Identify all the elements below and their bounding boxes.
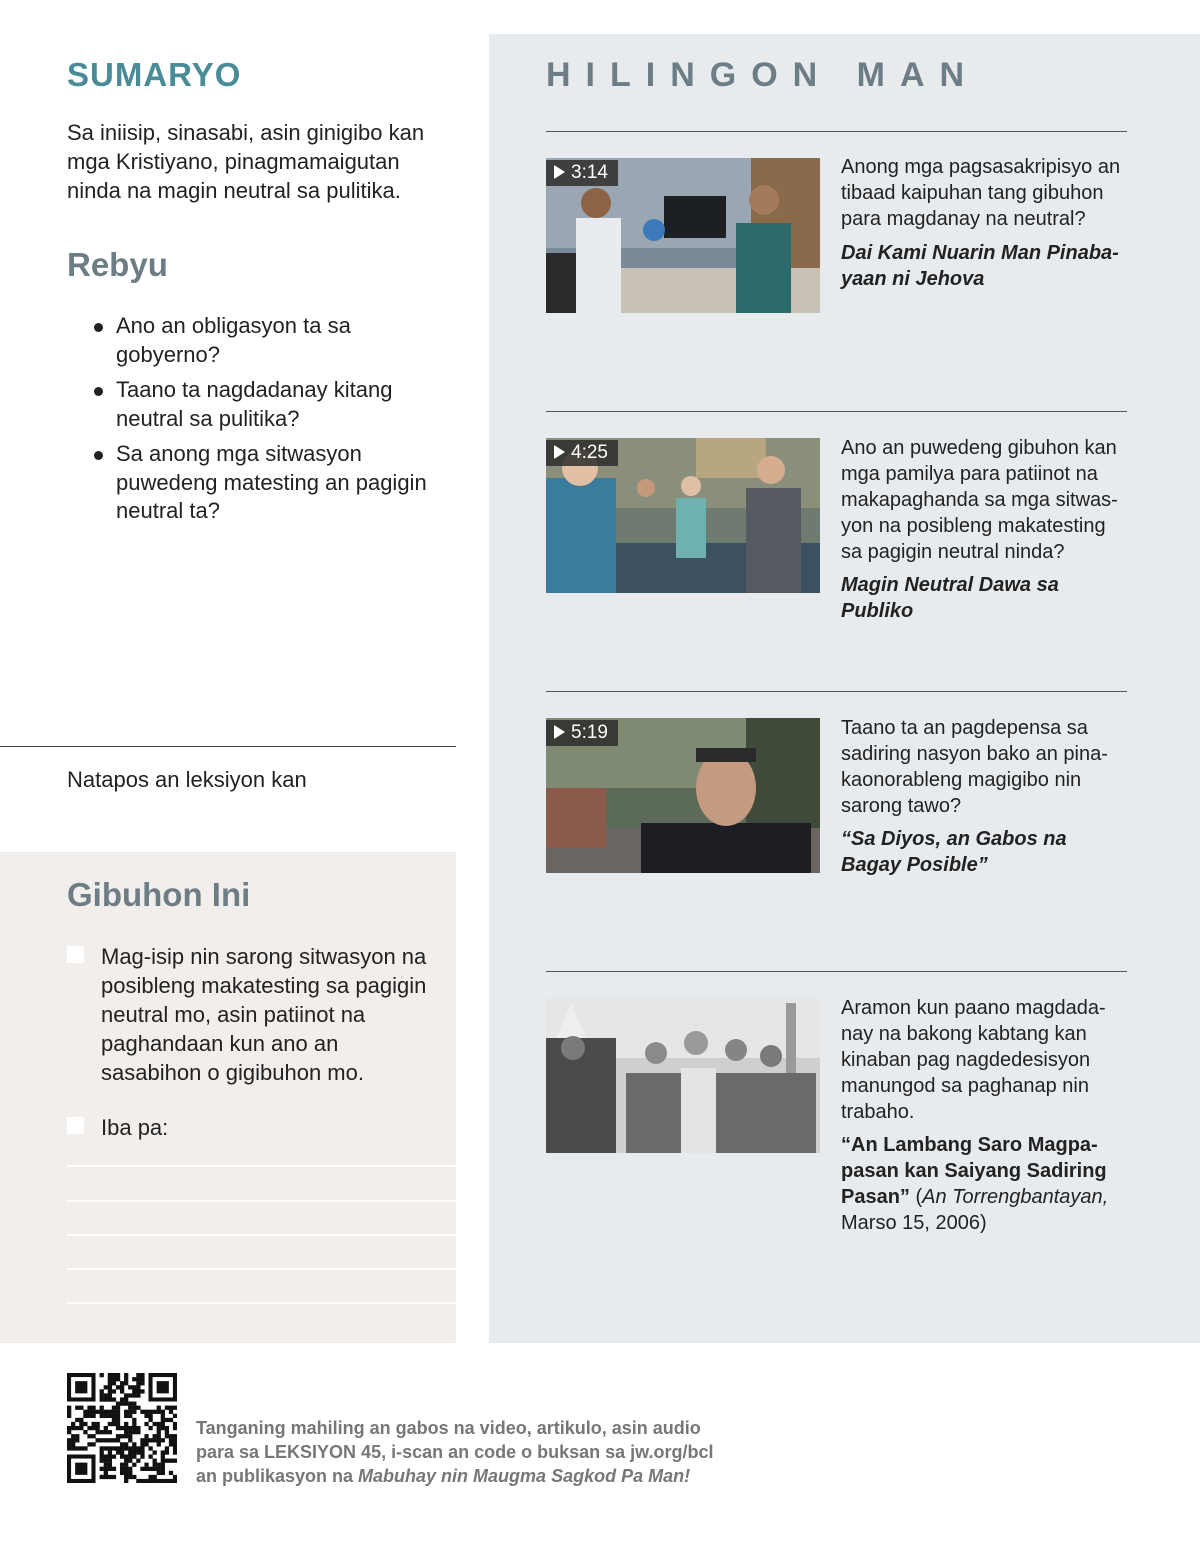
video-thumbnail[interactable]	[546, 438, 820, 593]
divider	[546, 691, 1127, 692]
checkbox[interactable]	[67, 946, 84, 963]
review-list	[92, 312, 442, 533]
qr-code-image	[67, 1373, 177, 1483]
video-duration-badge: 3:14	[546, 160, 618, 186]
item-question: Ano an puwedeng gibuhon kan mga pamilya para patiinot na makapaghanda sa mga sitwasyon na posibleng makatesting sa pagigin neutral ninda?	[841, 437, 1118, 563]
write-line[interactable]	[67, 1165, 456, 1167]
write-line[interactable]	[67, 1234, 456, 1236]
video-title-link[interactable]: “Sa Diyos, an Gabos na Bagay Posible”	[841, 828, 1067, 876]
goal-task-other: Iba pa:	[67, 1113, 437, 1142]
summary-heading: SUMARYO	[67, 56, 242, 93]
play-icon	[554, 445, 565, 459]
goal-task: Mag-isip nin sarong sitwasyon na posibleng makatesting sa pagigin neutral mo, asin patiinot na paghandaan kun ano an sasabihon o gigibuhon mo.	[67, 942, 437, 1087]
goals-heading: Gibuhon Ini	[67, 876, 251, 913]
ancient-court-illustration	[546, 998, 820, 1153]
write-line[interactable]	[67, 1268, 456, 1270]
item-question: Taano ta an pagdepensa sa sadiring nasyon bako an pinakaonorableng magigibo nin sarong tawo?	[841, 717, 1108, 817]
write-line[interactable]	[67, 1200, 456, 1202]
review-item: Taano ta nagdadanay kitang neutral sa pulitika?	[92, 376, 442, 433]
completion-date-line	[0, 746, 456, 747]
item-question: Aramon kun paano magdadanay na bakong kabtang kan kinaban pag nagdedesisyon manungod sa paghanap nin trabaho.	[841, 997, 1106, 1123]
summary-text: Sa iniisip, sinasabi, asin ginigibo kan mga Kristiyano, pinagmamaigutan ninda na magin neutral sa pulitika.	[67, 120, 425, 203]
review-heading: Rebyu	[67, 246, 168, 283]
video-title-link[interactable]: Magin Neutral Dawa sa Publiko	[841, 574, 1059, 622]
divider	[546, 131, 1127, 132]
qr-code[interactable]	[67, 1373, 177, 1483]
item-question: Anong mga pagsasakripisyo an tibaad kaipuhan tang gibuhon para magdanay na neutral?	[841, 156, 1121, 230]
play-icon	[554, 725, 565, 739]
source-publication: An Torrengbantayan,	[922, 1186, 1109, 1208]
write-line[interactable]	[67, 1302, 456, 1304]
video-duration-badge: 4:25	[546, 440, 618, 466]
divider	[546, 411, 1127, 412]
completion-date-label: Natapos an leksiyon kan	[67, 767, 307, 792]
checkbox[interactable]	[67, 1117, 84, 1134]
play-icon	[554, 165, 565, 179]
bullet-icon	[94, 323, 103, 332]
publication-title: Mabuhay nin Maugma Sagkod Pa Man!	[358, 1466, 691, 1486]
bullet-icon	[94, 451, 103, 460]
article-illustration[interactable]	[546, 998, 820, 1153]
video-title-link[interactable]: Dai Kami Nuarin Man Pinabayaan ni Jehova	[841, 242, 1119, 290]
bullet-icon	[94, 387, 103, 396]
review-item: Ano an obligasyon ta sa gobyerno?	[92, 312, 442, 369]
video-duration-badge: 5:19	[546, 720, 618, 746]
video-thumbnail[interactable]	[546, 718, 820, 873]
article-title-link[interactable]: “An Lambang Saro Magpapasan kan Saiyang Sadiring Pasan”	[841, 1134, 1107, 1208]
article-reference: “An Lambang Saro Magpapasan kan Saiyang Sadiring Pasan” (An Torrengbantayan, Marso 15, 2006)	[841, 1134, 1109, 1234]
see-also-heading: HILINGON MAN	[546, 56, 980, 94]
divider	[546, 971, 1127, 972]
footer-note: Tanganing mahiling an gabos na video, artikulo, asin audio para sa LEKSIYON 45, i-scan an code o buksan sa jw.org/bcl an publikasyon na Mabuhay nin Maugma Sagkod Pa Man!	[196, 1418, 714, 1486]
video-thumbnail[interactable]	[546, 158, 820, 313]
review-item: Sa anong mga sitwasyon puwedeng matesting an pagigin neutral ta?	[92, 440, 442, 526]
source-date: Marso 15, 2006)	[841, 1212, 987, 1234]
